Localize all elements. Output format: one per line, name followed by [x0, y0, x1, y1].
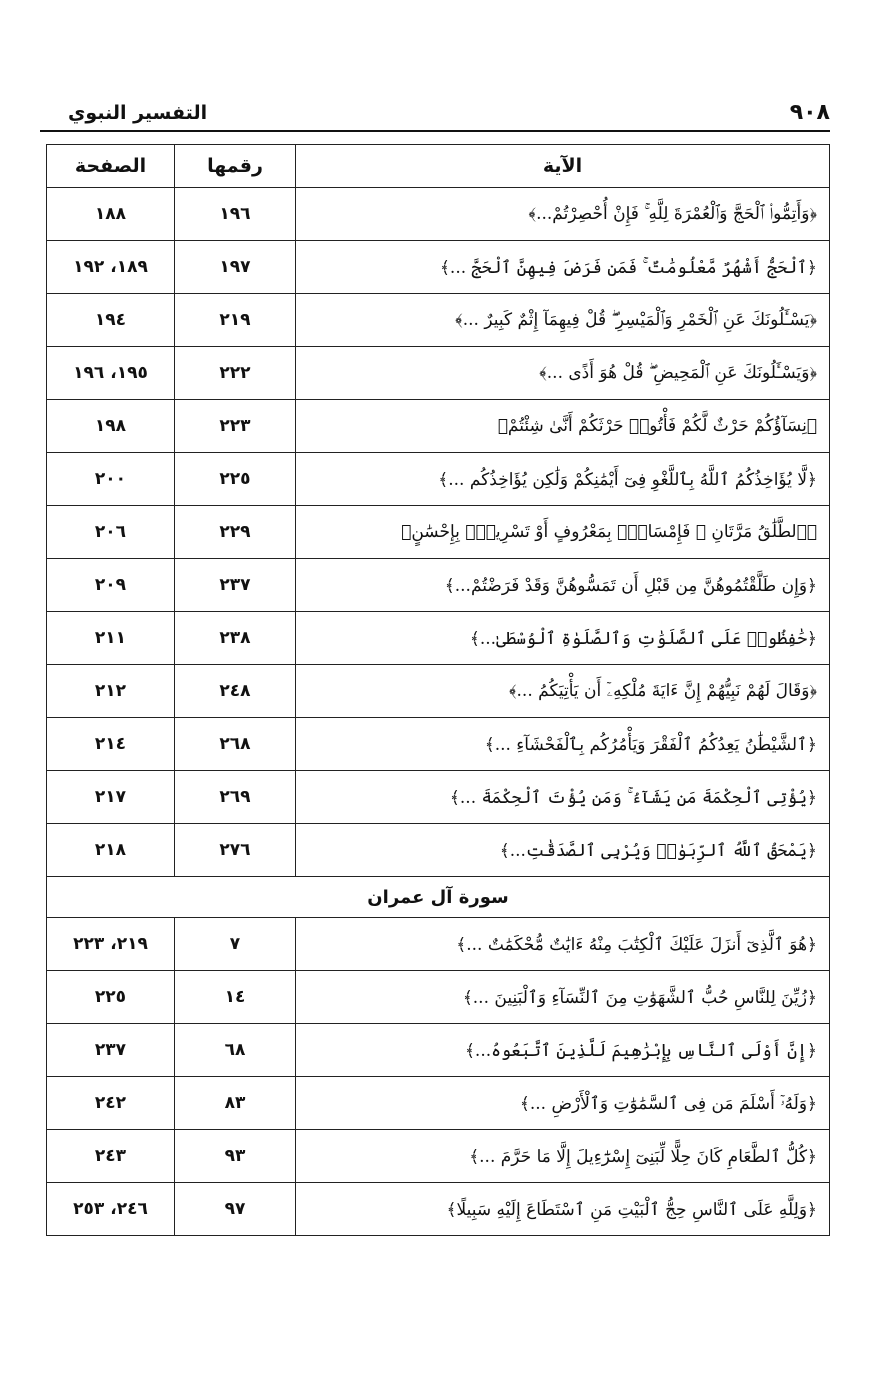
verse-number-cell: ٨٣ — [175, 1077, 296, 1130]
ayah-cell: ﴿نِسَآؤُكُمْ حَرْثٌ لَّكُمْ فَأْتُوا۟ حَرْثَكُمْ أَنَّىٰ شِئْتُمْ﴾ — [296, 400, 830, 453]
verse-number-cell: ٢٢٩ — [175, 506, 296, 559]
ayah-cell: ﴿وَلِلَّهِ عَلَى ٱلنَّاسِ حِجُّ ٱلْبَيْتِ مَنِ ٱسْتَطَاعَ إِلَيْهِ سَبِيلًا﴾ — [296, 1183, 830, 1236]
page-ref-cell: ١٩٤ — [47, 294, 175, 347]
ayah-cell: ﴿وَقَالَ لَهُمْ نَبِيُّهُمْ إِنَّ ءَايَةَ مُلْكِهِۦٓ أَن يَأْتِيَكُمُ ...﴾ — [296, 665, 830, 718]
verse-number-cell: ٢٢٣ — [175, 400, 296, 453]
verses-index-table — [46, 144, 830, 1236]
page-ref-cell: ٢٤٦، ٢٥٣ — [47, 1183, 175, 1236]
surah-heading-row — [47, 877, 830, 918]
verse-number-cell: ١٤ — [175, 971, 296, 1024]
ayah-cell: ﴿هُوَ ٱلَّذِىٓ أَنزَلَ عَلَيْكَ ٱلْكِتَٰبَ مِنْهُ ءَايَٰتٌ مُّحْكَمَٰتٌ ...﴾ — [296, 918, 830, 971]
verse-number-cell: ٢١٩ — [175, 294, 296, 347]
baqara-rows — [47, 188, 830, 877]
ayah-cell: ﴿يَمْحَقُ ٱللَّهُ ٱلرِّبَوٰا۟ وَيُرْبِى ٱلصَّدَقَٰتِ...﴾ — [296, 824, 830, 877]
page-ref-cell: ٢١٨ — [47, 824, 175, 877]
verse-number-cell: ١٩٧ — [175, 241, 296, 294]
table-row — [47, 665, 830, 718]
verse-number-cell: ٧ — [175, 918, 296, 971]
table-header-row — [47, 145, 830, 188]
page-ref-cell: ٢٤٣ — [47, 1130, 175, 1183]
table-row — [47, 400, 830, 453]
ayah-cell: ﴿إِنَّ أَوْلَى ٱلنَّاسِ بِإِبْرَٰهِيمَ لَلَّذِينَ ٱتَّبَعُوهُ...﴾ — [296, 1024, 830, 1077]
table-row — [47, 1077, 830, 1130]
table-row — [47, 971, 830, 1024]
table-row — [47, 1183, 830, 1236]
page-number: ٩٠٨ — [789, 100, 830, 125]
page-ref-cell: ٢١٩، ٢٢٣ — [47, 918, 175, 971]
ayah-cell: ﴿ٱلطَّلَٰقُ مَرَّتَانِ ۖ فَإِمْسَاكٌۢ بِمَعْرُوفٍ أَوْ تَسْرِيحٌۢ بِإِحْسَٰنٍ﴾ — [296, 506, 830, 559]
table-row — [47, 188, 830, 241]
page-ref-cell: ٢٣٧ — [47, 1024, 175, 1077]
page-ref-cell: ١٩٥، ١٩٦ — [47, 347, 175, 400]
column-header-page: الصفحة — [47, 145, 175, 188]
ayah-cell: ﴿وَيَسْـَٔلُونَكَ عَنِ ٱلْمَحِيضِ ۖ قُلْ هُوَ أَذًى ...﴾ — [296, 347, 830, 400]
verse-number-cell: ٦٨ — [175, 1024, 296, 1077]
ayah-cell: ﴿حَٰفِظُوا۟ عَلَى ٱلصَّلَوَٰتِ وَٱلصَّلَوٰةِ ٱلْوُسْطَىٰ...﴾ — [296, 612, 830, 665]
table-row — [47, 294, 830, 347]
ayah-cell: ﴿ٱلشَّيْطَٰنُ يَعِدُكُمُ ٱلْفَقْرَ وَيَأْمُرُكُم بِٱلْفَحْشَآءِ ...﴾ — [296, 718, 830, 771]
verse-number-cell: ٢٢٢ — [175, 347, 296, 400]
ayah-cell: ﴿يُؤْتِى ٱلْحِكْمَةَ مَن يَشَآءُ ۚ وَمَن يُؤْتَ ٱلْحِكْمَةَ ...﴾ — [296, 771, 830, 824]
table-row — [47, 347, 830, 400]
verse-number-cell: ٩٣ — [175, 1130, 296, 1183]
page-ref-cell: ٢٤٢ — [47, 1077, 175, 1130]
page-ref-cell: ٢٠٠ — [47, 453, 175, 506]
verse-number-cell: ٢٤٨ — [175, 665, 296, 718]
table-row — [47, 506, 830, 559]
table-row — [47, 824, 830, 877]
verse-number-cell: ٢٢٥ — [175, 453, 296, 506]
table-row — [47, 918, 830, 971]
verse-number-cell: ٢٦٩ — [175, 771, 296, 824]
book-title: التفسير النبوي — [68, 102, 208, 124]
ayah-cell: ﴿وَإِن طَلَّقْتُمُوهُنَّ مِن قَبْلِ أَن تَمَسُّوهُنَّ وَقَدْ فَرَضْتُمْ...﴾ — [296, 559, 830, 612]
table-row — [47, 241, 830, 294]
page-ref-cell: ١٨٩، ١٩٢ — [47, 241, 175, 294]
verse-number-cell: ٢٣٧ — [175, 559, 296, 612]
table-row — [47, 718, 830, 771]
page-ref-cell: ٢١١ — [47, 612, 175, 665]
verse-number-cell: ٢٣٨ — [175, 612, 296, 665]
table-row — [47, 1130, 830, 1183]
verse-number-cell: ٢٧٦ — [175, 824, 296, 877]
column-header-ayah: الآية — [296, 145, 830, 188]
page-header — [40, 96, 830, 132]
table-row — [47, 453, 830, 506]
column-header-number: رقمها — [175, 145, 296, 188]
page-ref-cell: ٢٢٥ — [47, 971, 175, 1024]
page-ref-cell: ٢١٤ — [47, 718, 175, 771]
surah-heading: سورة آل عمران — [47, 877, 830, 918]
ayah-cell: ﴿ٱلْحَجُّ أَشْهُرٌ مَّعْلُومَٰتٌ ۚ فَمَن فَرَضَ فِيهِنَّ ٱلْحَجَّ ...﴾ — [296, 241, 830, 294]
table-row — [47, 771, 830, 824]
table-row — [47, 612, 830, 665]
page-ref-cell: ١٨٨ — [47, 188, 175, 241]
ayah-cell: ﴿كُلُّ ٱلطَّعَامِ كَانَ حِلًّا لِّبَنِىٓ إِسْرَٰٓءِيلَ إِلَّا مَا حَرَّمَ ...﴾ — [296, 1130, 830, 1183]
page-ref-cell: ١٩٨ — [47, 400, 175, 453]
page-ref-cell: ٢٠٦ — [47, 506, 175, 559]
ayah-cell: ﴿وَلَهُۥٓ أَسْلَمَ مَن فِى ٱلسَّمَٰوَٰتِ وَٱلْأَرْضِ ...﴾ — [296, 1077, 830, 1130]
ayah-cell: ﴿يَسْـَٔلُونَكَ عَنِ ٱلْخَمْرِ وَٱلْمَيْسِرِ ۖ قُلْ فِيهِمَآ إِثْمٌ كَبِيرٌ ...﴾ — [296, 294, 830, 347]
verse-number-cell: ١٩٦ — [175, 188, 296, 241]
table-row — [47, 559, 830, 612]
verse-number-cell: ٩٧ — [175, 1183, 296, 1236]
table-row — [47, 1024, 830, 1077]
page-ref-cell: ٢١٧ — [47, 771, 175, 824]
verse-number-cell: ٢٦٨ — [175, 718, 296, 771]
page-ref-cell: ٢١٢ — [47, 665, 175, 718]
ayah-cell: ﴿لَّا يُؤَاخِذُكُمُ ٱللَّهُ بِٱللَّغْوِ فِىٓ أَيْمَٰنِكُمْ وَلَٰكِن يُؤَاخِذُكُم ...﴾ — [296, 453, 830, 506]
imran-rows — [47, 918, 830, 1236]
ayah-cell: ﴿وَأَتِمُّوا۟ ٱلْحَجَّ وَٱلْعُمْرَةَ لِلَّهِ ۚ فَإِنْ أُحْصِرْتُمْ...﴾ — [296, 188, 830, 241]
page-ref-cell: ٢٠٩ — [47, 559, 175, 612]
header-rule — [40, 130, 830, 132]
ayah-cell: ﴿زُيِّنَ لِلنَّاسِ حُبُّ ٱلشَّهَوَٰتِ مِنَ ٱلنِّسَآءِ وَٱلْبَنِينَ ...﴾ — [296, 971, 830, 1024]
